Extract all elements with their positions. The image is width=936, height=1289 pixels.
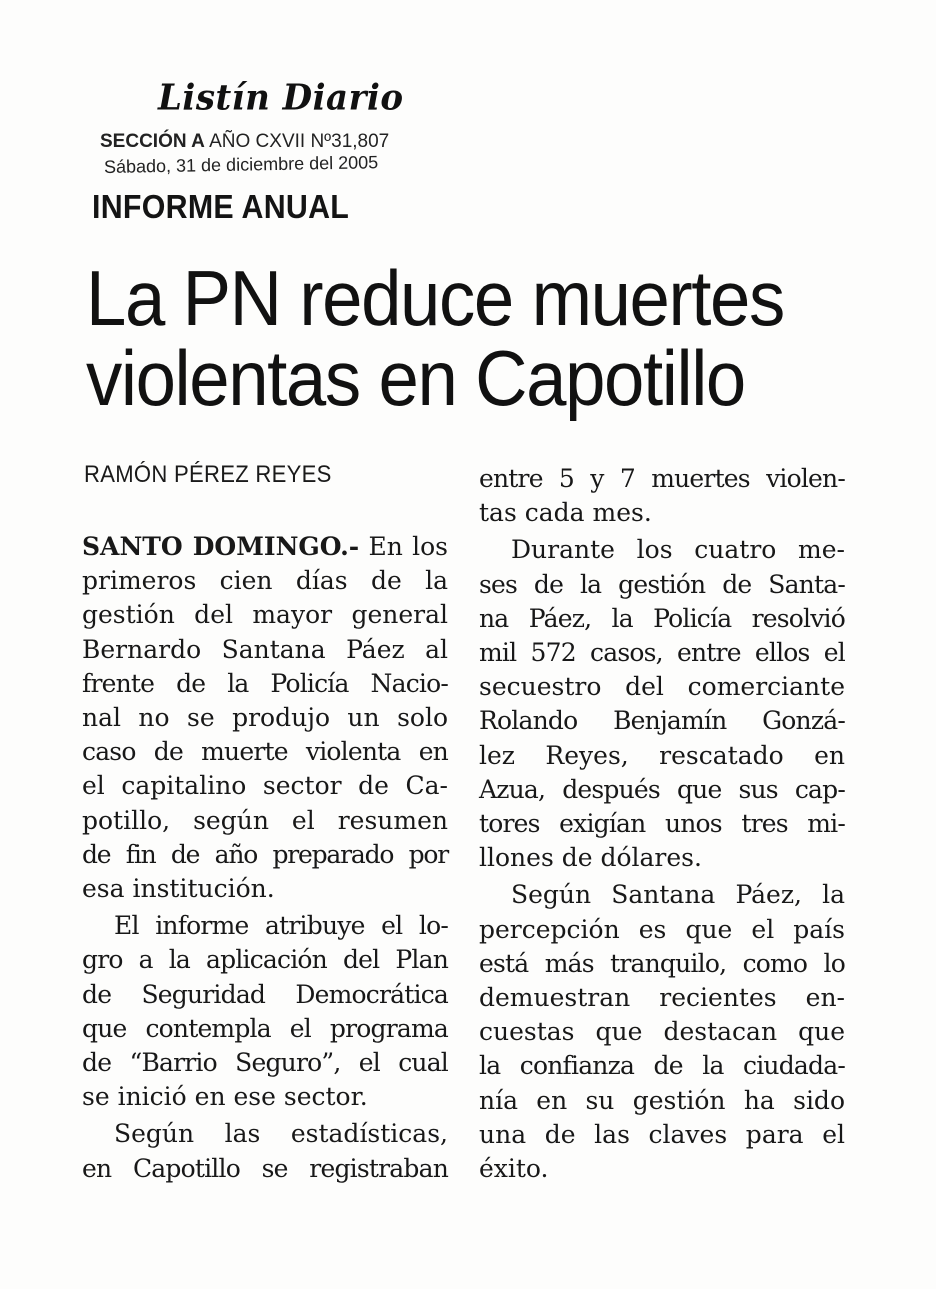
headline xyxy=(86,254,830,422)
text-line: gro a la aplicación del Plan xyxy=(82,945,448,975)
paragraph-5 xyxy=(479,878,845,1186)
text-line: que contempla el programa xyxy=(82,1013,448,1043)
text-line: frente de la Policía Nacio- xyxy=(82,668,448,698)
text-line xyxy=(82,530,448,564)
text-line: secuestro del comerciante xyxy=(479,672,845,702)
text-line: tores exigían unos tres mi- xyxy=(479,809,845,839)
text-line: lez Reyes, rescatado en xyxy=(479,740,845,770)
text-line: Según Santana Páez, la xyxy=(511,880,845,910)
text-line: primeros cien días de la xyxy=(82,566,448,596)
text-line: El informe atribuye el lo- xyxy=(114,911,448,941)
masthead-logo: Listín Diario xyxy=(158,77,404,119)
section-issue-line xyxy=(100,131,389,153)
paragraph-3-continued xyxy=(479,462,845,530)
dateline: SANTO DOMINGO.- xyxy=(82,532,360,561)
paragraph-1 xyxy=(82,530,448,906)
text-line: esa institución. xyxy=(82,874,275,904)
text-line: demuestran recientes en- xyxy=(479,983,845,1013)
text-line: está más tranquilo, como lo xyxy=(479,948,845,978)
text-line: el capitalino sector de Ca- xyxy=(82,771,448,801)
paragraph-4 xyxy=(479,533,845,875)
text-line: percepción es que el país xyxy=(479,914,845,944)
text-line: llones de dólares. xyxy=(479,843,702,873)
text-line: potillo, según el resumen xyxy=(82,805,448,835)
text-line: nal no se produjo un solo xyxy=(82,703,448,733)
publication-date: Sábado, 31 de diciembre del 2005 xyxy=(103,152,379,177)
article-column-right xyxy=(479,462,845,1186)
text-line: mil 572 casos, entre ellos el xyxy=(479,638,845,668)
text-line: entre 5 y 7 muertes violen- xyxy=(479,464,845,493)
text-line: tas cada mes. xyxy=(479,498,652,528)
headline-line-1: La PN reduce muertes xyxy=(86,254,784,342)
text-line: Azua, después que sus cap- xyxy=(479,774,845,804)
text-line: na Páez, la Policía resolvió xyxy=(479,603,845,633)
text-line: de fin de año preparado por xyxy=(82,839,448,869)
text-line: la confianza de la ciudada- xyxy=(479,1051,845,1081)
text-line: gestión del mayor general xyxy=(82,600,448,630)
text-line: en Capotillo se registraban xyxy=(82,1153,448,1183)
text-line: de “Barrio Seguro”, el cual xyxy=(82,1048,448,1078)
text-line: Durante los cuatro me- xyxy=(511,535,845,565)
text-line: Bernardo Santana Páez al xyxy=(82,634,448,664)
headline-line-2: violentas en Capotillo xyxy=(86,334,745,422)
text-line: éxito. xyxy=(479,1154,549,1184)
text-line: Rolando Benjamín Gonzá- xyxy=(479,706,845,736)
text-line: se inició en ese sector. xyxy=(82,1082,368,1112)
text-fragment: En los xyxy=(359,532,449,561)
article-column-left xyxy=(82,530,448,1186)
text-line: de Seguridad Democrática xyxy=(82,979,448,1009)
text-line: una de las claves para el xyxy=(479,1119,845,1149)
text-line: ses de la gestión de Santa- xyxy=(479,569,845,599)
text-line: Según las estadísticas, xyxy=(114,1119,448,1149)
text-line: cuestas que destacan que xyxy=(479,1017,845,1047)
text-line: nía en su gestión ha sido xyxy=(479,1085,845,1115)
section-kicker: INFORME ANUAL xyxy=(92,188,350,225)
paragraph-2 xyxy=(82,909,448,1114)
issue-number: AÑO CXVII Nº31,807 xyxy=(209,131,390,152)
paragraph-3 xyxy=(82,1117,448,1185)
section-label: SECCIÓN A xyxy=(100,131,205,152)
text-line: caso de muerte violenta en xyxy=(82,737,448,767)
byline: RAMÓN PÉREZ REYES xyxy=(84,461,332,488)
